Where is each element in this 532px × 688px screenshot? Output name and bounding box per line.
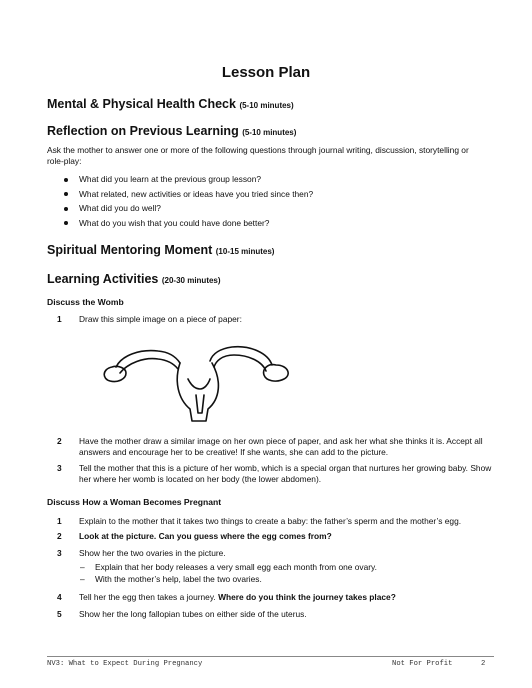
pregnancy-subheading: Discuss How a Woman Becomes Pregnant (47, 497, 222, 507)
page-number: 2 (481, 660, 486, 668)
learning-title: Learning Activities (47, 272, 159, 286)
spiritual-duration: (10-15 minutes) (215, 247, 275, 256)
list-item: – Explain that her body releases a very small egg each month from one ovary. (80, 562, 377, 574)
step-text: Draw this simple image on a piece of paper: (79, 314, 242, 324)
womb-step-2 (57, 436, 497, 458)
reflection-intro: Ask the mother to answer one or more of the following questions through journal writing, discussion, storytelling or role-play: (47, 145, 469, 166)
step-text: Show her the long fallopian tubes on either side of the uterus. (79, 609, 307, 619)
health-check-heading (47, 97, 294, 111)
step-number: 5 (57, 609, 62, 619)
list-item: What related, new activities or ideas have you tried since then? (64, 189, 313, 204)
womb-subheading: Discuss the Womb (47, 297, 124, 307)
step-number: 2 (57, 531, 62, 541)
step-text: Have the mother draw a similar image on her own piece of paper, and ask her what she thinks it is. Accept all answers and encourage her to be creative! If she wants, she can add to the picture. (79, 436, 483, 457)
step-number: 1 (57, 314, 62, 324)
pregnancy-step-1 (57, 516, 497, 527)
footer-document-title: NV3: What to Expect During Pregnancy (47, 660, 203, 668)
step-text (79, 531, 497, 542)
pregnancy-step-4 (57, 592, 497, 603)
footer-divider (47, 656, 494, 657)
spiritual-heading (47, 243, 274, 257)
list-item: What did you learn at the previous group lesson? (64, 174, 313, 189)
learning-heading (47, 272, 221, 286)
list-item: What did you do well? (64, 203, 313, 218)
step-number: 1 (57, 516, 62, 526)
womb-step-1 (57, 314, 497, 325)
step-question: Where do you think the journey takes place? (218, 592, 396, 602)
step-text: Show her the two ovaries in the picture. (79, 548, 226, 558)
step-number: 4 (57, 592, 62, 602)
spiritual-title: Spiritual Mentoring Moment (47, 243, 213, 257)
step-text: Tell the mother that this is a picture of her womb, which is a special organ that nurtures her growing baby. Show her where her womb is located on her body (the lower abdomen). (79, 463, 492, 484)
pregnancy-step-5 (57, 609, 497, 620)
pregnancy-step-3 (57, 548, 497, 559)
footer-license: Not For Profit (392, 660, 453, 668)
learning-duration: (20-30 minutes) (161, 276, 221, 285)
womb-drawing (100, 333, 300, 425)
page-title: Lesson Plan (221, 64, 311, 81)
reflection-heading (47, 124, 296, 138)
list-item: What do you wish that you could have done better? (64, 218, 313, 233)
step-question: Look at the picture. Can you guess where the egg comes from? (79, 531, 332, 541)
step-statement: Tell her the egg then takes a journey. (79, 592, 219, 602)
step-text: Explain to the mother that it takes two things to create a baby: the father’s sperm and the mother’s egg. (79, 516, 462, 526)
pregnancy-step-2 (57, 531, 497, 542)
health-check-title: Mental & Physical Health Check (47, 97, 236, 111)
step-text (79, 592, 497, 603)
reflection-duration: (5-10 minutes) (242, 128, 297, 137)
reflection-title: Reflection on Previous Learning (47, 124, 239, 138)
step-number: 3 (57, 548, 62, 558)
list-item: – With the mother’s help, label the two ovaries. (80, 574, 377, 586)
reflection-questions (64, 174, 313, 232)
pregnancy-step-3-subpoints (80, 562, 377, 586)
step-number: 2 (57, 436, 62, 446)
step-number: 3 (57, 463, 62, 473)
womb-step-3 (57, 463, 497, 485)
health-check-duration: (5-10 minutes) (239, 101, 294, 110)
